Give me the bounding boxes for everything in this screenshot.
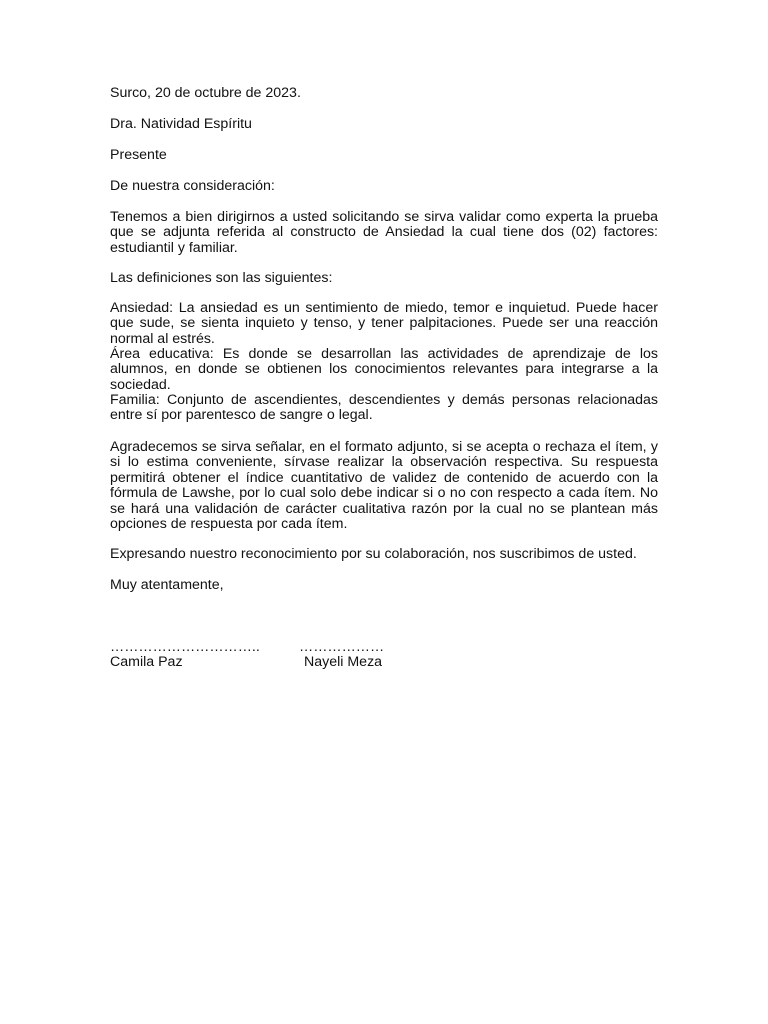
date-line: Surco, 20 de octubre de 2023.	[110, 85, 301, 101]
signature-line-2: ………………	[299, 639, 385, 655]
recipient-name: Dra. Natividad Espíritu	[110, 116, 252, 132]
closing-line: Muy atentamente,	[110, 577, 224, 593]
presente-line: Presente	[110, 147, 167, 163]
intro-paragraph: Tenemos a bien dirigirnos a usted solicitando se sirva validar como experta la prueba que se adjunta referida al constructo de Ansiedad la cual tiene dos (02) factores: estudiantil y familiar.	[110, 209, 658, 256]
signatory-name-2: Nayeli Meza	[304, 654, 383, 670]
request-paragraph: Agradecemos se sirva señalar, en el formato adjunto, si se acepta o rechaza el ítem, y si lo estima conveniente, sírvase realizar la observación respectiva. Su respuesta permitirá obtener el índice cuantitativo de validez de contenido de acuerdo con la fórmula de Lawshe, por lo cual solo debe indicar si o no con respecto a cada ítem. No se hará una validación de carácter cualitativa razón por la cual no se plantean más opciones de respuesta por cada ítem.	[110, 439, 658, 533]
signature-line-1: …………………………..	[110, 639, 260, 655]
definition-area-educativa: Área educativa: Es donde se desarrollan las actividades de aprendizaje de los alumnos, en donde se obtienen los conocimientos relevantes para integrarse a la sociedad.	[110, 346, 658, 393]
signatory-name-1: Camila Paz	[110, 654, 183, 670]
definition-familia: Familia: Conjunto de ascendientes, descendientes y demás personas relacionadas entre sí por parentesco de sangre o legal.	[110, 392, 658, 424]
thanks-paragraph: Expresando nuestro reconocimiento por su colaboración, nos suscribimos de usted.	[110, 546, 637, 562]
definition-ansiedad: Ansiedad: La ansiedad es un sentimiento de miedo, temor e inquietud. Puede hacer que sude, se sienta inquieto y tenso, y tener palpitaciones. Puede ser una reacción normal al estrés.	[110, 300, 658, 347]
definitions-intro: Las definiciones son las siguientes:	[110, 270, 333, 286]
salutation: De nuestra consideración:	[110, 178, 275, 194]
